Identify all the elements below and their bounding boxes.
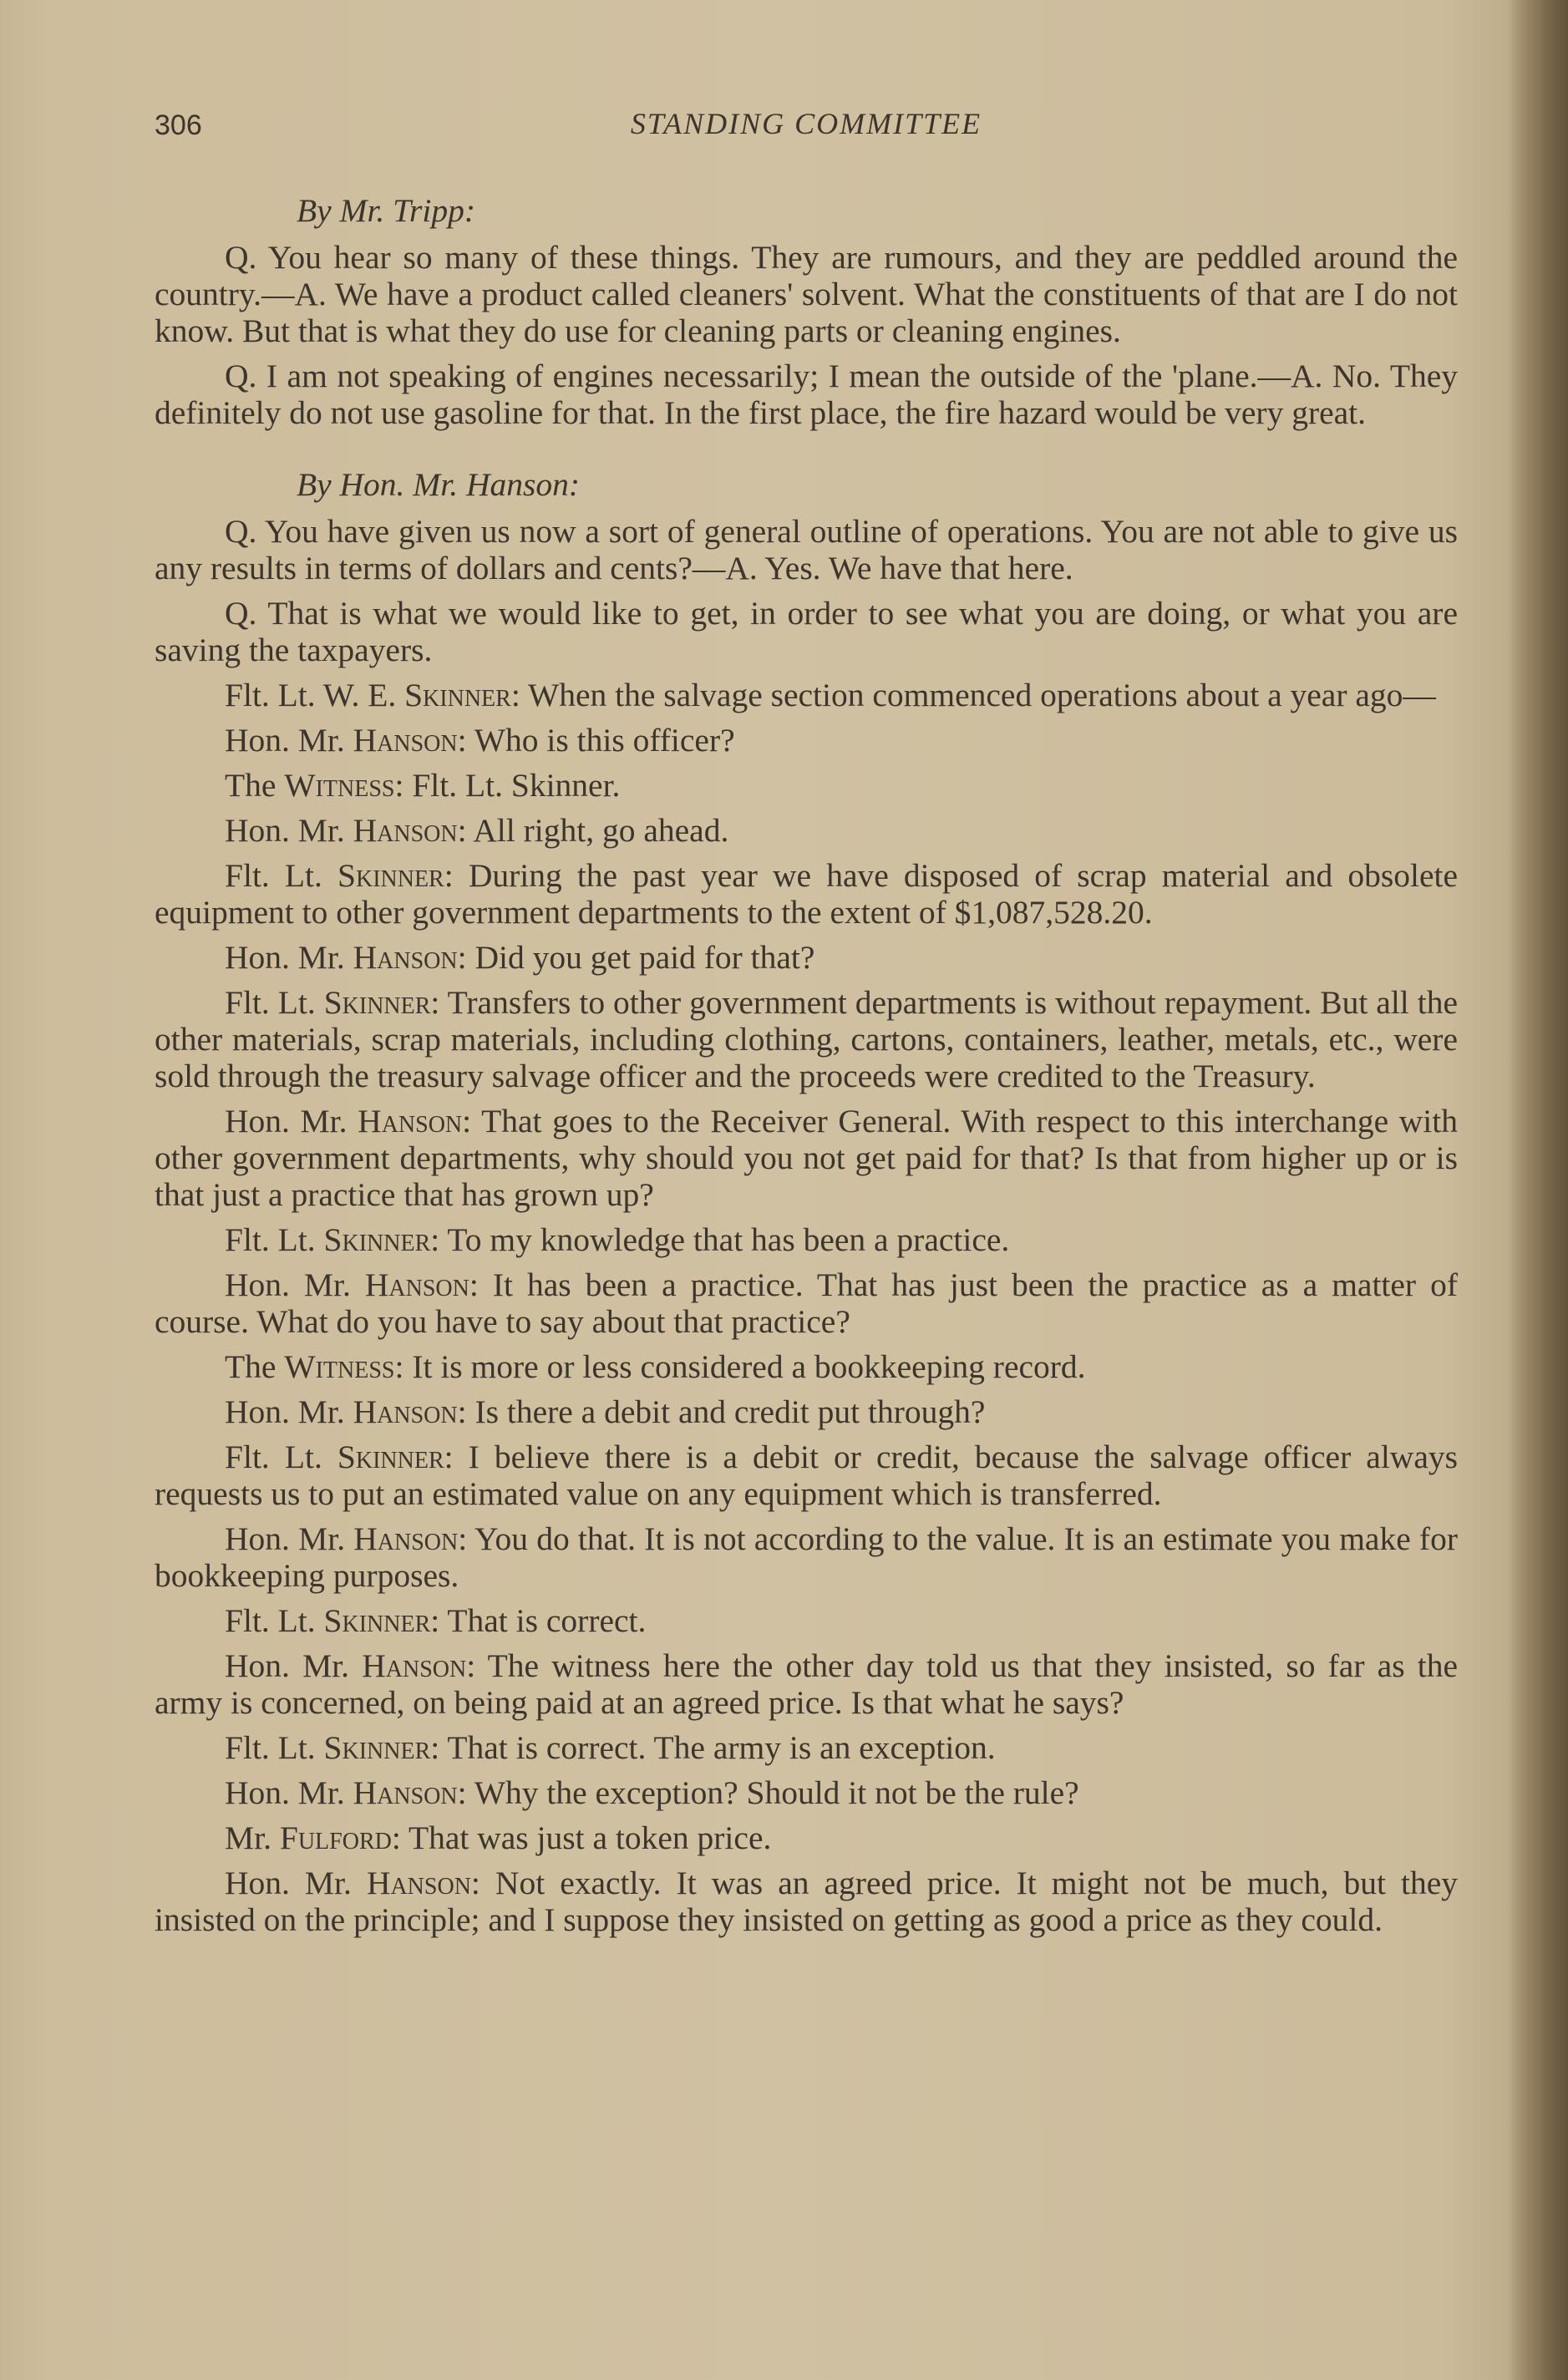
speaker-title: Hon. Mr.: [225, 722, 353, 759]
paragraph-text: : When the salvage section commenced operations about a year ago—: [510, 677, 1436, 713]
speaker-name: Hanson: [358, 1103, 463, 1139]
text-column: [155, 99, 1458, 1946]
paragraph-text: : Why the exception? Should it not be the rule?: [457, 1774, 1079, 1811]
page-spine-shadow: [1510, 0, 1568, 2380]
paragraph-text: : It has been a practice. That has just been the practice as a matter of course. What do you have to say about that practice?: [155, 1266, 1458, 1340]
paragraph-text: Q. I am not speaking of engines necessarily; I mean the outside of the 'plane.—A. No. They definitely do not use gasoline for that. In the first place, the fire hazard would be very great.: [155, 358, 1458, 431]
speaker-name: Skinner: [323, 1602, 431, 1639]
paragraph-text: : Did you get paid for that?: [457, 939, 815, 976]
speaker-name: Skinner: [323, 1221, 431, 1258]
speaker-name: Skinner: [404, 677, 511, 713]
paragraph-text: : That is correct. The army is an exception.: [430, 1729, 996, 1766]
transcript-paragraph: [155, 767, 1458, 804]
running-head: [155, 99, 1458, 149]
paragraph-text: : I believe there is a debit or credit, because the salvage officer always requests us to put an estimated value on any equipment which is transferred.: [155, 1439, 1458, 1512]
speaker-title: Hon. Mr.: [225, 939, 353, 976]
transcript-paragraph: [155, 1393, 1458, 1430]
transcript-paragraph: [155, 239, 1458, 349]
transcript-paragraph: [155, 1819, 1458, 1856]
transcript-paragraph: [155, 939, 1458, 976]
speaker-name: Hanson: [362, 1647, 467, 1684]
speaker-name: Skinner: [337, 1439, 444, 1475]
speaker-title: Flt. Lt.: [225, 1221, 324, 1258]
paragraph-text: Q. That is what we would like to get, in order to see what you are doing, or what you are saving the taxpayers.: [155, 595, 1458, 668]
speaker-title: Flt. Lt.: [225, 1602, 324, 1639]
paragraph-text: : Who is this officer?: [457, 722, 735, 759]
transcript-paragraph: [155, 1348, 1458, 1385]
speaker-name: Skinner: [337, 857, 444, 894]
speaker-title: Hon. Mr.: [225, 1266, 365, 1303]
transcript-paragraph: [155, 595, 1458, 668]
transcript-paragraph: [155, 358, 1458, 431]
speaker-name: Hanson: [364, 1266, 469, 1303]
speaker-title: Flt. Lt.: [225, 1729, 324, 1766]
transcript-paragraph: [155, 677, 1458, 713]
transcript-paragraph: [155, 1602, 1458, 1639]
transcript-paragraph: [155, 513, 1458, 586]
transcript-paragraph: [155, 1103, 1458, 1213]
transcript-paragraph: [155, 1729, 1458, 1766]
paragraph-text: : Transfers to other government departments is without repayment. But all the other materials, scrap materials, including clothing, cartons, containers, leather, metals, etc., were sold through the treasury salvage officer and the proceeds were credited to the Treasury.: [155, 984, 1458, 1094]
transcript-paragraph: [155, 1647, 1458, 1721]
speaker-title: Hon. Mr.: [225, 1103, 358, 1139]
section-heading: By Mr. Tripp:: [297, 192, 475, 229]
speaker-title: Flt. Lt.: [225, 1439, 337, 1475]
transcript-paragraph: [155, 1266, 1458, 1340]
speaker-name: Hanson: [366, 1865, 471, 1901]
speaker-title: The: [225, 767, 285, 804]
transcript-paragraph: [155, 1774, 1458, 1811]
speaker-title: Flt. Lt.: [225, 984, 324, 1021]
page-number: 306: [155, 109, 202, 141]
speaker-title: Hon. Mr.: [225, 1647, 363, 1684]
transcript-paragraph: [155, 1520, 1458, 1594]
paragraph-text: : It is more or less considered a bookkeeping record.: [394, 1348, 1086, 1385]
paragraph-text: Q. You hear so many of these things. They are rumours, and they are peddled around the country.—A. We have a product called cleaners' solvent. What the constituents of that are I do not know. But that is what they do use for cleaning parts or cleaning engines.: [155, 239, 1458, 349]
transcript-body: [155, 192, 1458, 1938]
speaker-title: Hon. Mr.: [225, 1393, 353, 1430]
speaker-title: Hon. Mr.: [225, 1774, 353, 1811]
speaker-name: Witness: [284, 767, 395, 804]
speaker-title: Hon. Mr.: [225, 1865, 367, 1901]
running-head-title: STANDING COMMITTEE: [630, 107, 982, 140]
transcript-paragraph: [155, 722, 1458, 759]
speaker-name: Hanson: [353, 1393, 458, 1430]
speaker-name: Hanson: [353, 1520, 459, 1557]
speaker-name: Witness: [284, 1348, 395, 1385]
paragraph-text: : That is correct.: [430, 1602, 647, 1639]
paragraph-text: : Flt. Lt. Skinner.: [394, 767, 621, 804]
paragraph-text: : During the past year we have disposed of scrap material and obsolete equipment to other government departments to the extent of $1,087,528.20.: [155, 857, 1458, 931]
paragraph-text: : Not exactly. It was an agreed price. It might not be much, but they insisted on the principle; and I suppose they insisted on getting as good a price as they could.: [155, 1865, 1459, 1938]
paragraph-text: : That goes to the Receiver General. With respect to this interchange with other government departments, why should you not get paid for that? Is that from higher up or is that just a practice that has grown up?: [155, 1103, 1458, 1213]
speaker-name: Hanson: [353, 722, 458, 759]
paragraph-text: : All right, go ahead.: [457, 812, 729, 849]
paragraph-text: Q. You have given us now a sort of general outline of operations. You are not able to give us any results in terms of dollars and cents?—A. Yes. We have that here.: [155, 513, 1458, 586]
speaker-name: Skinner: [323, 1729, 431, 1766]
speaker-title: Mr.: [225, 1819, 280, 1856]
speaker-name: Skinner: [323, 984, 431, 1021]
speaker-name: Hanson: [353, 1774, 458, 1811]
speaker-title: Hon. Mr.: [225, 1520, 354, 1557]
transcript-paragraph: [155, 1865, 1458, 1938]
paragraph-text: : You do that. It is not according to the value. It is an estimate you make for bookkeeping purposes.: [155, 1520, 1458, 1594]
speaker-title: Hon. Mr.: [225, 812, 353, 849]
paragraph-text: : The witness here the other day told us that they insisted, so far as the army is concerned, on being paid at an agreed price. Is that what he says?: [155, 1647, 1458, 1721]
transcript-paragraph: [155, 1439, 1458, 1512]
paragraph-text: : Is there a debit and credit put through?: [457, 1393, 986, 1430]
transcript-paragraph: [155, 857, 1458, 931]
section-gap: [155, 439, 1458, 466]
section-heading: By Hon. Mr. Hanson:: [297, 466, 581, 503]
transcript-paragraph: [155, 1221, 1458, 1258]
speaker-name: Fulford: [279, 1819, 392, 1856]
paragraph-text: : That was just a token price.: [391, 1819, 772, 1856]
transcript-paragraph: [155, 812, 1458, 849]
speaker-name: Hanson: [353, 939, 458, 976]
speaker-title: Flt. Lt.: [225, 857, 337, 894]
speaker-title: Flt. Lt. W. E.: [225, 677, 405, 713]
speaker-name: Hanson: [353, 812, 458, 849]
transcript-paragraph: [155, 984, 1458, 1094]
paragraph-text: : To my knowledge that has been a practice.: [430, 1221, 1010, 1258]
speaker-title: The: [225, 1348, 285, 1385]
